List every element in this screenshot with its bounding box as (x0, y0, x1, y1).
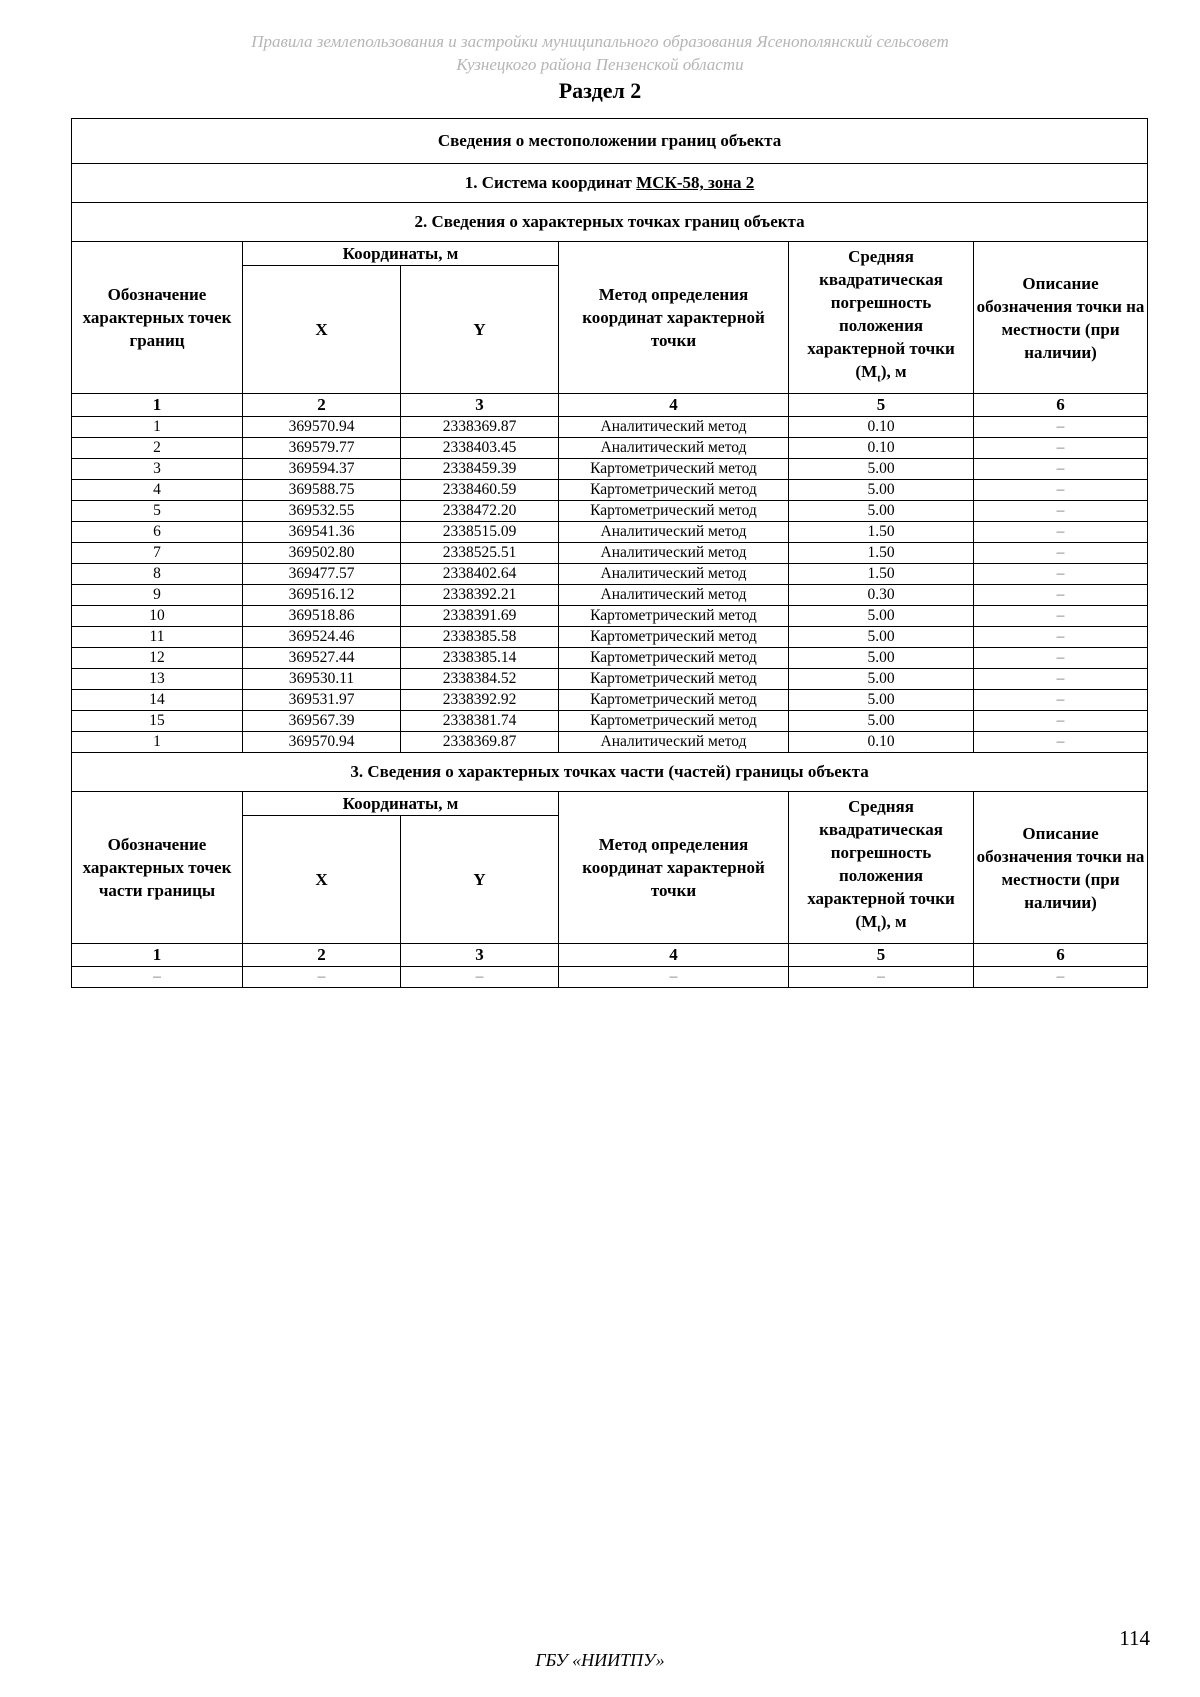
table-row (72, 669, 1148, 690)
y-coordinate-cell: 2338525.51 (401, 543, 559, 564)
table-row (72, 711, 1148, 732)
error-value-cell: 5.00 (789, 711, 974, 732)
method-cell: Аналитический метод (559, 522, 789, 543)
column-number-cell: 2 (243, 394, 401, 417)
part-column-number-row (72, 944, 1148, 967)
part-col-header-y: Y (401, 816, 559, 944)
x-coordinate-cell: 369570.94 (243, 417, 401, 438)
x-coordinate-cell: 369567.39 (243, 711, 401, 732)
error-value-cell: 1.50 (789, 564, 974, 585)
method-cell: Картометрический метод (559, 690, 789, 711)
point-id-cell: 1 (72, 417, 243, 438)
error-value-cell: 1.50 (789, 522, 974, 543)
column-number-cell: 2 (243, 944, 401, 967)
point-id-cell: 12 (72, 648, 243, 669)
method-cell: Картометрический метод (559, 606, 789, 627)
y-coordinate-cell: 2338472.20 (401, 501, 559, 522)
method-cell: Аналитический метод (559, 564, 789, 585)
error-value-cell: 5.00 (789, 627, 974, 648)
error-value-cell: 5.00 (789, 669, 974, 690)
x-coordinate-cell: 369530.11 (243, 669, 401, 690)
x-coordinate-cell: 369588.75 (243, 480, 401, 501)
point-id-cell: 10 (72, 606, 243, 627)
point-id-cell: 11 (72, 627, 243, 648)
column-number-cell: 3 (401, 394, 559, 417)
column-number-cell: 6 (974, 944, 1148, 967)
y-coordinate-cell: 2338392.21 (401, 585, 559, 606)
table-row (72, 438, 1148, 459)
point-id-cell: 2 (72, 438, 243, 459)
point-id-cell: 3 (72, 459, 243, 480)
part-method-cell: – (559, 967, 789, 988)
table-row (72, 585, 1148, 606)
table-row (72, 480, 1148, 501)
method-cell: Аналитический метод (559, 732, 789, 753)
method-cell: Аналитический метод (559, 417, 789, 438)
coordinate-system-label: 1. Система координат (464, 173, 637, 192)
method-cell: Картометрический метод (559, 669, 789, 690)
part-col-header-point-designation: Обозначение характерных точек части границы (72, 792, 243, 944)
column-number-cell: 1 (72, 394, 243, 417)
x-coordinate-cell: 369541.36 (243, 522, 401, 543)
y-coordinate-cell: 2338392.92 (401, 690, 559, 711)
y-coordinate-cell: 2338460.59 (401, 480, 559, 501)
description-cell: – (974, 543, 1148, 564)
method-cell: Картометрический метод (559, 480, 789, 501)
table-row (72, 417, 1148, 438)
y-coordinate-cell: 2338369.87 (401, 732, 559, 753)
y-coordinate-cell: 2338381.74 (401, 711, 559, 732)
method-cell: Картометрический метод (559, 711, 789, 732)
col-header-x: X (243, 266, 401, 394)
error-value-cell: 5.00 (789, 648, 974, 669)
y-coordinate-cell: 2338402.64 (401, 564, 559, 585)
x-coordinate-cell: 369518.86 (243, 606, 401, 627)
coordinate-system-cell (72, 164, 1148, 203)
part-col-header-x: X (243, 816, 401, 944)
section-title: Раздел 2 (558, 78, 642, 103)
x-coordinate-cell: 369570.94 (243, 732, 401, 753)
y-coordinate-cell: 2338515.09 (401, 522, 559, 543)
x-coordinate-cell: 369502.80 (243, 543, 401, 564)
part-col-header-description: Описание обозначения точки на местности (при наличии) (974, 792, 1148, 944)
part-x-coordinate-cell: – (243, 967, 401, 988)
point-id-cell: 8 (72, 564, 243, 585)
description-cell: – (974, 585, 1148, 606)
point-id-cell: 13 (72, 669, 243, 690)
x-coordinate-cell: 369532.55 (243, 501, 401, 522)
error-value-cell: 0.10 (789, 732, 974, 753)
column-number-cell: 4 (559, 394, 789, 417)
document-header-line-2: Кузнецкого района Пензенской области (456, 55, 744, 74)
column-number-cell: 5 (789, 944, 974, 967)
y-coordinate-cell: 2338369.87 (401, 417, 559, 438)
method-cell: Картометрический метод (559, 501, 789, 522)
table-title: Сведения о местоположении границ объекта (72, 119, 1148, 164)
document-header-line-1: Правила землепользования и застройки муниципального образования Ясенополянский сельсовет (251, 32, 949, 51)
col-header-y: Y (401, 266, 559, 394)
x-coordinate-cell: 369477.57 (243, 564, 401, 585)
part-col-header-method: Метод определения координат характерной точки (559, 792, 789, 944)
point-id-cell: 7 (72, 543, 243, 564)
column-number-cell: 3 (401, 944, 559, 967)
table-row (72, 648, 1148, 669)
error-value-cell: 1.50 (789, 543, 974, 564)
error-value-cell: 5.00 (789, 501, 974, 522)
x-coordinate-cell: 369579.77 (243, 438, 401, 459)
col-header-description: Описание обозначения точки на местности (при наличии) (974, 242, 1148, 394)
table-row (72, 501, 1148, 522)
error-value-cell: 0.10 (789, 438, 974, 459)
point-id-cell: 1 (72, 732, 243, 753)
y-coordinate-cell: 2338459.39 (401, 459, 559, 480)
description-cell: – (974, 459, 1148, 480)
error-value-cell: 0.10 (789, 417, 974, 438)
table-row (72, 459, 1148, 480)
part-y-coordinate-cell: – (401, 967, 559, 988)
description-cell: – (974, 711, 1148, 732)
column-number-row (72, 394, 1148, 417)
part-section-label: 3. Сведения о характерных точках части (частей) границы объекта (72, 753, 1148, 792)
description-cell: – (974, 564, 1148, 585)
points-section-label: 2. Сведения о характерных точках границ объекта (72, 203, 1148, 242)
table-row (72, 564, 1148, 585)
method-cell: Аналитический метод (559, 585, 789, 606)
point-id-cell: 5 (72, 501, 243, 522)
description-cell: – (974, 690, 1148, 711)
x-coordinate-cell: 369594.37 (243, 459, 401, 480)
error-value-cell: 0.30 (789, 585, 974, 606)
part-description-cell: – (974, 967, 1148, 988)
part-table-row (72, 967, 1148, 988)
method-cell: Картометрический метод (559, 627, 789, 648)
footer: ГБУ «НИИТПУ» (535, 1650, 665, 1670)
y-coordinate-cell: 2338391.69 (401, 606, 559, 627)
part-col-header-coordinates: Координаты, м (243, 792, 559, 816)
column-number-cell: 4 (559, 944, 789, 967)
column-number-cell: 5 (789, 394, 974, 417)
description-cell: – (974, 417, 1148, 438)
x-coordinate-cell: 369524.46 (243, 627, 401, 648)
y-coordinate-cell: 2338403.45 (401, 438, 559, 459)
description-cell: – (974, 627, 1148, 648)
x-coordinate-cell: 369531.97 (243, 690, 401, 711)
description-cell: – (974, 501, 1148, 522)
table-row (72, 627, 1148, 648)
description-cell: – (974, 669, 1148, 690)
description-cell: – (974, 480, 1148, 501)
table-row (72, 543, 1148, 564)
table-row (72, 732, 1148, 753)
error-value-cell: 5.00 (789, 459, 974, 480)
table-row (72, 522, 1148, 543)
column-number-cell: 6 (974, 394, 1148, 417)
col-header-point-designation: Обозначение характерных точек границ (72, 242, 243, 394)
description-cell: – (974, 522, 1148, 543)
y-coordinate-cell: 2338384.52 (401, 669, 559, 690)
page-number: 114 (1119, 1626, 1150, 1650)
y-coordinate-cell: 2338385.14 (401, 648, 559, 669)
error-value-cell: 5.00 (789, 606, 974, 627)
coordinate-system-value: МСК-58, зона 2 (636, 173, 755, 192)
col-header-method: Метод определения координат характерной точки (559, 242, 789, 394)
col-header-coordinates: Координаты, м (243, 242, 559, 266)
part-col-header-error: Средняя квадратическая погрешность положения характерной точки $(M_t)$, м (789, 792, 974, 944)
boundary-table (71, 118, 1148, 988)
error-value-cell: 5.00 (789, 480, 974, 501)
part-point-id-cell: – (72, 967, 243, 988)
method-cell: Аналитический метод (559, 543, 789, 564)
table-row (72, 690, 1148, 711)
table-row (72, 606, 1148, 627)
x-coordinate-cell: 369527.44 (243, 648, 401, 669)
point-id-cell: 6 (72, 522, 243, 543)
point-id-cell: 4 (72, 480, 243, 501)
method-cell: Аналитический метод (559, 438, 789, 459)
method-cell: Картометрический метод (559, 648, 789, 669)
description-cell: – (974, 732, 1148, 753)
point-id-cell: 9 (72, 585, 243, 606)
x-coordinate-cell: 369516.12 (243, 585, 401, 606)
column-number-cell: 1 (72, 944, 243, 967)
method-cell: Картометрический метод (559, 459, 789, 480)
point-id-cell: 15 (72, 711, 243, 732)
description-cell: – (974, 606, 1148, 627)
part-error-value-cell: – (789, 967, 974, 988)
error-value-cell: 5.00 (789, 690, 974, 711)
point-id-cell: 14 (72, 690, 243, 711)
col-header-error: Средняя квадратическая погрешность положения характерной точки $(M_t)$, м (789, 242, 974, 394)
y-coordinate-cell: 2338385.58 (401, 627, 559, 648)
description-cell: – (974, 648, 1148, 669)
description-cell: – (974, 438, 1148, 459)
